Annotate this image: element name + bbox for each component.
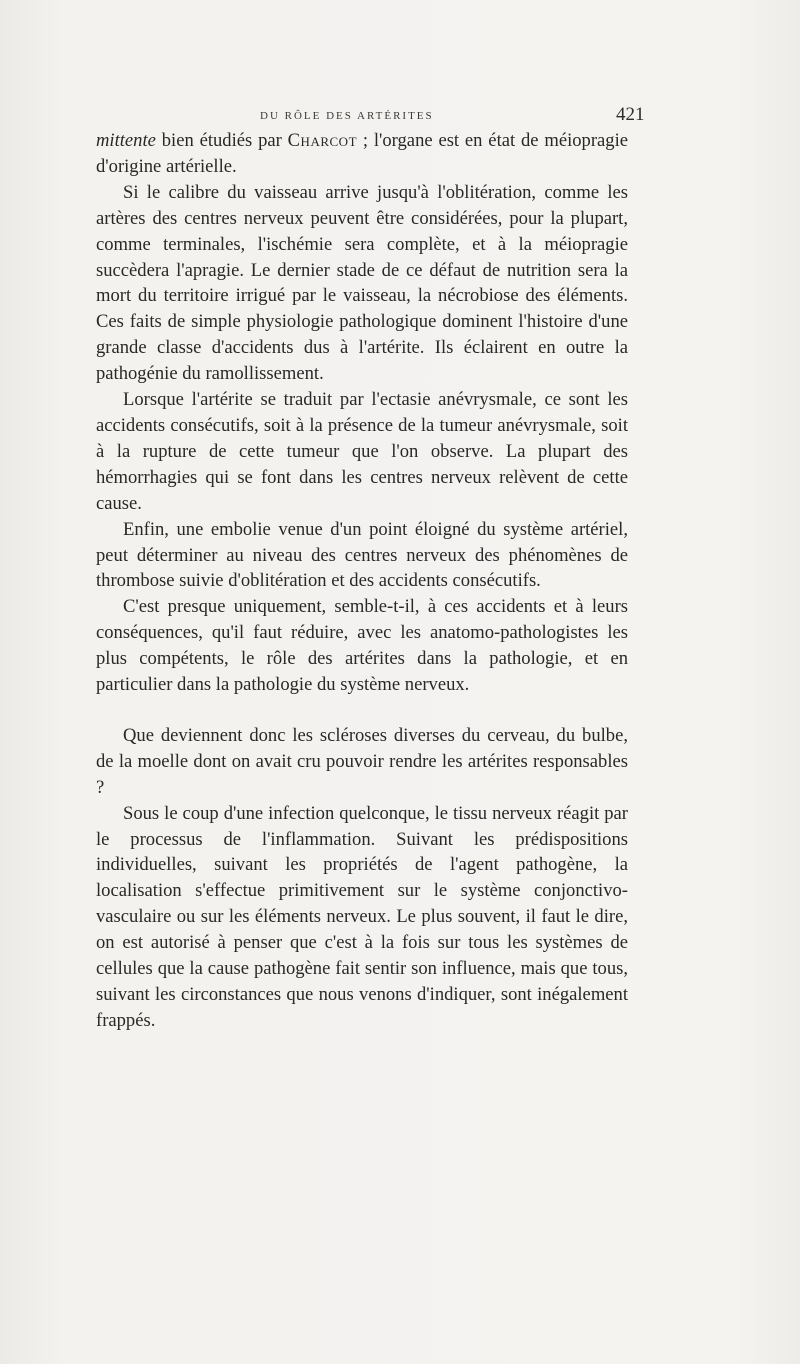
paragraph-1 — [96, 128, 628, 180]
paragraph-3: Lorsque l'artérite se traduit par l'ectasie anévrysmale, ce sont les accidents consécutifs, soit à la présence de la tumeur anévrysmale, soit à la rupture de cette tumeur que l'on observe. La plupart des hémorrhagies qui se font dans les centres nerveux relèvent de cette cause. — [96, 389, 628, 514]
paragraph-1-text-b: ; l'organe est en état de méiopragie d'origine artérielle. — [96, 130, 628, 177]
paragraph-6: Que deviennent donc les scléroses diverses du cerveau, du bulbe, de la moelle dont on avait cru pouvoir rendre les artérites responsables ? — [96, 724, 628, 798]
paragraph-2: Si le calibre du vaisseau arrive jusqu'à l'oblitération, comme les artères des centres nerveux peuvent être considérées, pour la plupart, comme terminales, l'ischémie sera complète, et à la méiopragie succèdera l'apragie. Le dernier stade de ce défaut de nutrition sera la mort du territoire irrigué par le vaisseau, la nécrobiose des éléments. Ces faits de simple physiologie pathologique dominent l'histoire d'une grande classe d'accidents dus à l'artérite. Ils éclairent en outre la pathogénie du ramollissement. — [96, 181, 628, 385]
running-head — [0, 100, 800, 124]
italic-word: mittente — [96, 130, 156, 151]
paragraph-7: Sous le coup d'une infection quelconque, le tissu nerveux réagit par le processus de l'inflammation. Suivant les prédispositions individuelles, suivant les propriétés de l'agent pathogène, la localisation s'effectue primitivement sur le système conjonctivo-vasculaire ou sur les éléments nerveux. Le plus souvent, il faut le dire, on est autorisé à penser que c'est à la fois sur tous les systèmes de cellules que la cause pathogène fait sentir son influence, mais que tous, suivant les circonstances que nous venons d'indiquer, sont inégalement frappés. — [96, 802, 628, 1031]
body-text — [96, 128, 628, 1034]
page-number: 421 — [616, 104, 645, 125]
author-name-charcot: Charcot — [287, 130, 358, 151]
paragraph-5: C'est presque uniquement, semble-t-il, à ces accidents et à leurs conséquences, qu'il faut réduire, avec les anatomo-pathologistes les plus compétents, le rôle des artérites dans la pathologie, et en particulier dans la pathologie du système nerveux. — [96, 596, 628, 696]
paragraph-1-text-a: bien étudiés par — [155, 130, 288, 151]
paragraph-4: Enfin, une embolie venue d'un point éloigné du système artériel, peut déterminer au niveau des centres nerveux des phénomènes de thrombose suivie d'oblitération et des accidents consécutifs. — [96, 518, 628, 592]
running-title: DU RÔLE DES ARTÉRITES — [260, 110, 434, 122]
